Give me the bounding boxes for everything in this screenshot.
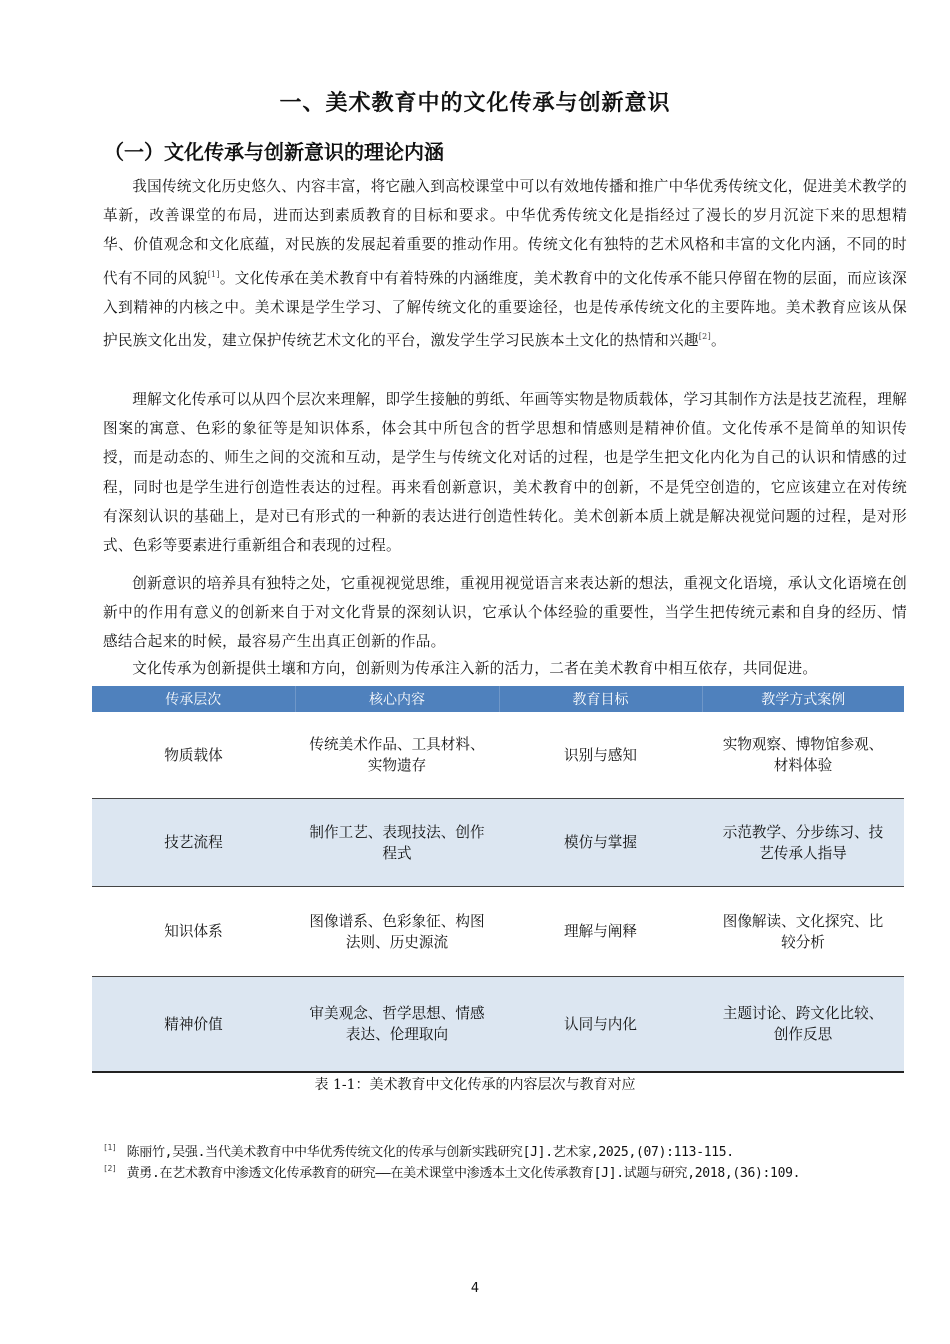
paragraph-3: 创新意识的培养具有独特之处，它重视视觉思维，重视用视觉语言来表达新的想法，重视文化语境，承认文化语境在创新中的作用有意义的创新来自于对文化背景的深刻认识，它承认个体经验的重要性，当学生把传统元素和自身的经历、情感结合起来的时候，最容易产生出真正创新的作品。 [103, 575, 907, 651]
table-cell: 知识体系 [92, 887, 295, 977]
table-cell: 物质载体 [92, 712, 295, 799]
table-cell: 审美观念、哲学思想、情感表达、伦理取向 [295, 977, 499, 1073]
table-cell: 理解与阐释 [499, 887, 702, 977]
subsection-heading: （一）文化传承与创新意识的理论内涵 [104, 140, 444, 164]
table-cell: 认同与内化 [499, 977, 702, 1073]
paragraph-1-text-c: 。 [711, 332, 726, 350]
paragraph-1-text-b: 。文化传承在美术教育中有着特殊的内涵维度，美术教育中的文化传承不能只停留在物的层面，而应该深入到精神的内核之中。美术课是学生学习、了解传统文化的重要途径，也是传承传统文化的主要阵地。美术教育应该从保护民族文化出发，建立保护传统艺术文化的平台，激发学生学习民族本土文化的热情和兴趣 [103, 269, 907, 350]
paragraph-1-text-a: 我国传统文化历史悠久、内容丰富，将它融入到高校课堂中可以有效地传播和推广中华优秀传统文化，促进美术教学的革新，改善课堂的布局，进而达到素质教育的目标和要求。中华优秀传统文化是指经过了漫长的岁月沉淀下来的思想精华、价值观念和文化底蕴，对民族的发展起着重要的推动作用。传统文化有独特的艺术风格和丰富的文化内涵，不同的时代有不同的风貌 [103, 178, 907, 287]
table-cell: 制作工艺、表现技法、创作程式 [295, 799, 499, 887]
paragraph-4: 文化传承为创新提供土壤和方向，创新则为传承注入新的活力，二者在美术教育中相互依存，共同促进。 [132, 660, 818, 677]
paragraph-1 [103, 172, 907, 355]
table-header-row [92, 686, 904, 712]
page-number: 4 [470, 1281, 480, 1296]
table-row [92, 712, 904, 799]
table-header-cell: 教育目标 [499, 686, 702, 712]
table-cell: 主题讨论、跨文化比较、创作反思 [702, 977, 904, 1073]
table-cell: 图像谱系、色彩象征、构图法则、历史源流 [295, 887, 499, 977]
footnote-mark: [1] [103, 1143, 117, 1152]
table-row [92, 887, 904, 977]
table-cell: 图像解读、文化探究、比较分析 [702, 887, 904, 977]
footnote-ref-1[interactable]: [1] [207, 269, 220, 279]
table-row [92, 799, 904, 887]
table-cell: 识别与感知 [499, 712, 702, 799]
footnote-text: 黄勇.在艺术教育中渗透文化传承教育的研究——在美术课堂中渗透本土文化传承教育[J].试题与研究,2018,(36):109. [126, 1166, 801, 1181]
footnote-mark: [2] [103, 1164, 117, 1173]
footnote-ref-2[interactable]: [2] [698, 332, 711, 342]
table-cell: 传统美术作品、工具材料、实物遗存 [295, 712, 499, 799]
paragraph-2: 理解文化传承可以从四个层次来理解，即学生接触的剪纸、年画等实物是物质载体，学习其制作方法是技艺流程，理解图案的寓意、色彩的象征等是知识体系，体会其中所包含的哲学思想和情感则是精神价值。文化传承不是简单的知识传授，而是动态的、师生之间的交流和互动，是学生与传统文化对话的过程，也是学生把文化内化为自己的认识和情感的过程，同时也是学生进行创造性表达的过程。再来看创新意识，美术教育中的创新，不是凭空创造的，它应该建立在对传统有深刻认识的基础上，是对已有形式的一种新的表达进行创造性转化。美术创新本质上就是解决视觉问题的过程，是对形式、色彩等要素进行重新组合和表现的过程。 [103, 391, 907, 555]
table-row [92, 977, 904, 1073]
table-header-cell: 核心内容 [295, 686, 499, 712]
table-cell: 精神价值 [92, 977, 295, 1073]
table-cell: 实物观察、博物馆参观、材料体验 [702, 712, 904, 799]
heritage-levels-table [92, 686, 904, 1073]
footnote-2 [103, 1158, 893, 1185]
table-cell: 技艺流程 [92, 799, 295, 887]
table-caption: 表 1-1：美术教育中文化传承的内容层次与教育对应 [314, 1077, 636, 1093]
table-cell: 示范教学、分步练习、技艺传承人指导 [702, 799, 904, 887]
table-header-cell: 教学方式案例 [702, 686, 904, 712]
footnote-text: 陈丽竹,吴强.当代美术教育中中华优秀传统文化的传承与创新实践研究[J].艺术家,2025,(07):113-115. [126, 1145, 734, 1160]
table-header-cell: 传承层次 [92, 686, 295, 712]
table-cell: 模仿与掌握 [499, 799, 702, 887]
section-heading: 一、美术教育中的文化传承与创新意识 [279, 91, 671, 116]
